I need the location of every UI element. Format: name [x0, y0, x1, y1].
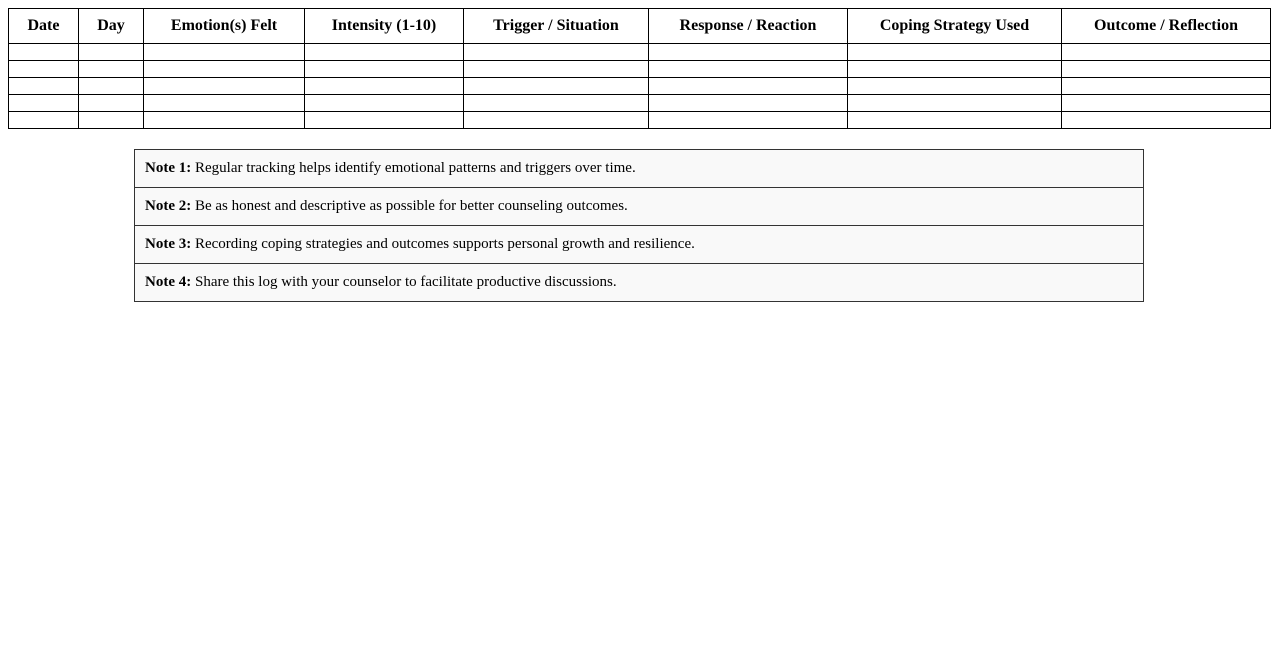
table-cell[interactable]	[464, 44, 649, 61]
table-cell[interactable]	[1062, 95, 1271, 112]
note-text: Share this log with your counselor to facilitate productive discussions.	[194, 274, 617, 290]
table-cell[interactable]	[9, 112, 79, 129]
table-cell[interactable]	[1062, 61, 1271, 78]
table-cell[interactable]	[9, 95, 79, 112]
column-header-response-reaction: Response / Reaction	[649, 9, 848, 44]
note-1	[135, 150, 1144, 188]
table-cell[interactable]	[848, 44, 1062, 61]
emotion-log-table	[8, 8, 1271, 129]
table-cell[interactable]	[9, 78, 79, 95]
note-text: Recording coping strategies and outcomes supports personal growth and resilience.	[194, 236, 695, 252]
column-header-intensity: Intensity (1-10)	[305, 9, 464, 44]
table-cell[interactable]	[79, 112, 144, 129]
note-row	[135, 150, 1144, 188]
notes-box	[134, 149, 1144, 302]
table-cell[interactable]	[848, 112, 1062, 129]
table-cell[interactable]	[649, 112, 848, 129]
table-cell[interactable]	[305, 78, 464, 95]
table-cell[interactable]	[305, 112, 464, 129]
table-cell[interactable]	[305, 61, 464, 78]
table-cell[interactable]	[649, 61, 848, 78]
table-cell[interactable]	[144, 44, 305, 61]
note-2	[135, 188, 1144, 226]
table-cell[interactable]	[649, 78, 848, 95]
table-row	[9, 112, 1271, 129]
table-header-row	[9, 9, 1271, 44]
table-row	[9, 95, 1271, 112]
table-cell[interactable]	[464, 78, 649, 95]
table-cell[interactable]	[464, 112, 649, 129]
table-row	[9, 44, 1271, 61]
table-cell[interactable]	[1062, 112, 1271, 129]
table-cell[interactable]	[464, 61, 649, 78]
table-cell[interactable]	[848, 61, 1062, 78]
table-cell[interactable]	[464, 95, 649, 112]
table-cell[interactable]	[79, 95, 144, 112]
table-cell[interactable]	[144, 61, 305, 78]
table-cell[interactable]	[649, 44, 848, 61]
table-cell[interactable]	[305, 44, 464, 61]
table-row	[9, 78, 1271, 95]
column-header-coping-strategy: Coping Strategy Used	[848, 9, 1062, 44]
column-header-trigger-situation: Trigger / Situation	[464, 9, 649, 44]
note-row	[135, 264, 1144, 302]
note-label: Note 1:	[145, 160, 192, 176]
note-label: Note 2:	[145, 198, 192, 214]
note-label: Note 3:	[145, 236, 192, 252]
table-cell[interactable]	[9, 44, 79, 61]
table-cell[interactable]	[649, 95, 848, 112]
column-header-date: Date	[9, 9, 79, 44]
note-text: Regular tracking helps identify emotional patterns and triggers over time.	[194, 160, 636, 176]
table-cell[interactable]	[144, 112, 305, 129]
note-text: Be as honest and descriptive as possible for better counseling outcomes.	[194, 198, 628, 214]
table-cell[interactable]	[144, 78, 305, 95]
table-cell[interactable]	[79, 78, 144, 95]
column-header-day: Day	[79, 9, 144, 44]
note-label: Note 4:	[145, 274, 192, 290]
table-cell[interactable]	[848, 78, 1062, 95]
table-cell[interactable]	[305, 95, 464, 112]
note-4	[135, 264, 1144, 302]
table-cell[interactable]	[1062, 44, 1271, 61]
column-header-outcome-reflection: Outcome / Reflection	[1062, 9, 1271, 44]
table-cell[interactable]	[9, 61, 79, 78]
table-row	[9, 61, 1271, 78]
note-row	[135, 188, 1144, 226]
table-cell[interactable]	[144, 95, 305, 112]
note-row	[135, 226, 1144, 264]
table-cell[interactable]	[79, 44, 144, 61]
column-header-emotions-felt: Emotion(s) Felt	[144, 9, 305, 44]
table-cell[interactable]	[1062, 78, 1271, 95]
note-3	[135, 226, 1144, 264]
table-cell[interactable]	[79, 61, 144, 78]
table-cell[interactable]	[848, 95, 1062, 112]
